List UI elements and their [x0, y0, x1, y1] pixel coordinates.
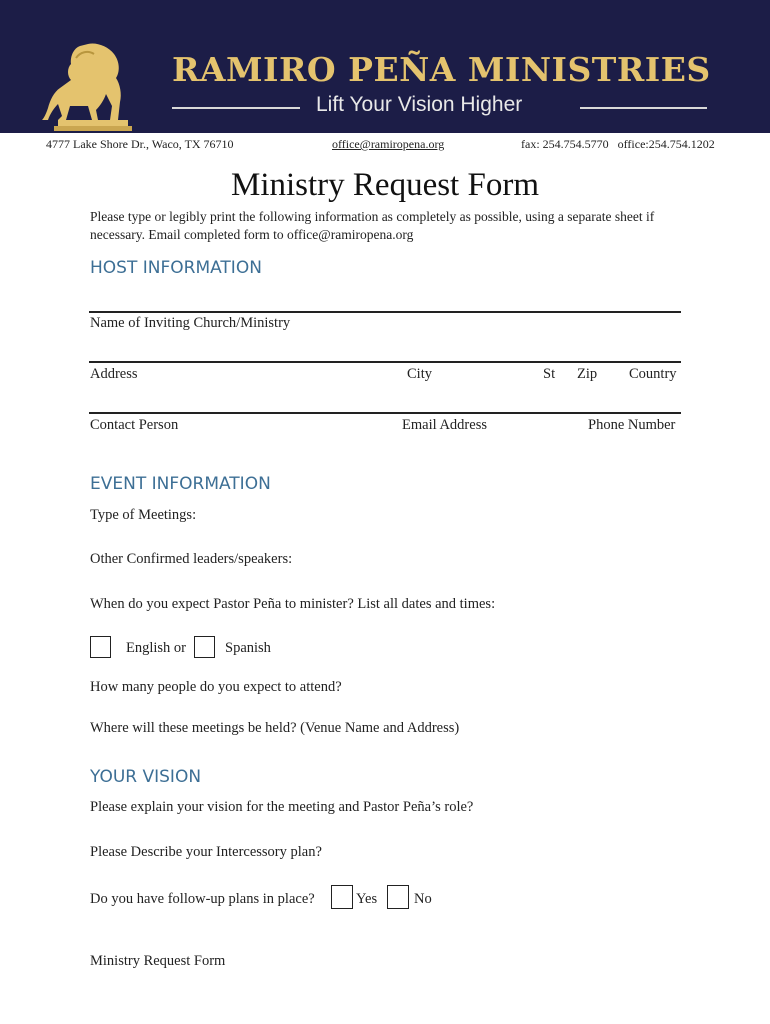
state-label: St	[543, 366, 556, 382]
church-name-field[interactable]	[89, 311, 681, 313]
city-label: City	[407, 366, 432, 382]
lion-icon	[40, 40, 140, 132]
no-checkbox[interactable]	[387, 885, 409, 909]
event-section-heading: EVENT INFORMATION	[90, 474, 271, 494]
spanish-checkbox[interactable]	[194, 636, 215, 658]
page-title: Ministry Request Form	[230, 167, 539, 203]
footer-text: Ministry Request Form	[90, 953, 226, 969]
tagline-rule-left	[172, 107, 300, 109]
english-label: English or	[126, 640, 187, 656]
country-label: Country	[629, 366, 677, 382]
vision-section-heading: YOUR VISION	[90, 767, 202, 787]
vision-explain-label: Please explain your vision for the meeting and Pastor Peña’s role?	[90, 799, 474, 815]
venue-label: Where will these meetings be held? (Venue Name and Address)	[90, 720, 460, 736]
address-label: Address	[90, 366, 138, 382]
intro-text: Please type or legibly print the following information as completely as possible, using a separate sheet if necessary. Email completed form to office@ramiropena.org	[90, 209, 655, 242]
spanish-label: Spanish	[225, 640, 271, 656]
attendance-label: How many people do you expect to attend?	[90, 679, 342, 695]
contact-person-label: Contact Person	[90, 417, 179, 433]
followup-label: Do you have follow-up plans in place?	[90, 891, 315, 907]
tagline-rule-right	[580, 107, 707, 109]
english-checkbox[interactable]	[90, 636, 111, 658]
phone-number-label: Phone Number	[588, 417, 676, 433]
contact-field[interactable]	[89, 412, 681, 414]
other-leaders-label: Other Confirmed leaders/speakers:	[90, 551, 293, 567]
phone-numbers: fax: 254.754.5770 office:254.754.1202	[521, 137, 715, 151]
email-link[interactable]: office@ramiropena.org	[332, 137, 445, 151]
address-field[interactable]	[89, 361, 681, 363]
email-address-label: Email Address	[402, 417, 487, 433]
no-label: No	[414, 891, 432, 907]
host-section-heading: HOST INFORMATION	[90, 258, 262, 278]
zip-label: Zip	[577, 366, 598, 382]
yes-label: Yes	[356, 891, 378, 907]
intercessory-label: Please Describe your Intercessory plan?	[90, 844, 322, 860]
brand-name: RAMIRO PEÑA MINISTRIES	[172, 50, 711, 89]
meeting-type-label: Type of Meetings:	[90, 507, 197, 523]
yes-checkbox[interactable]	[331, 885, 353, 909]
address-text: 4777 Lake Shore Dr., Waco, TX 76710	[46, 137, 234, 151]
header-banner	[0, 0, 770, 133]
church-name-label: Name of Inviting Church/Ministry	[90, 315, 291, 331]
dates-label: When do you expect Pastor Peña to minister? List all dates and times:	[90, 596, 496, 612]
tagline: Lift Your Vision Higher	[316, 93, 523, 116]
